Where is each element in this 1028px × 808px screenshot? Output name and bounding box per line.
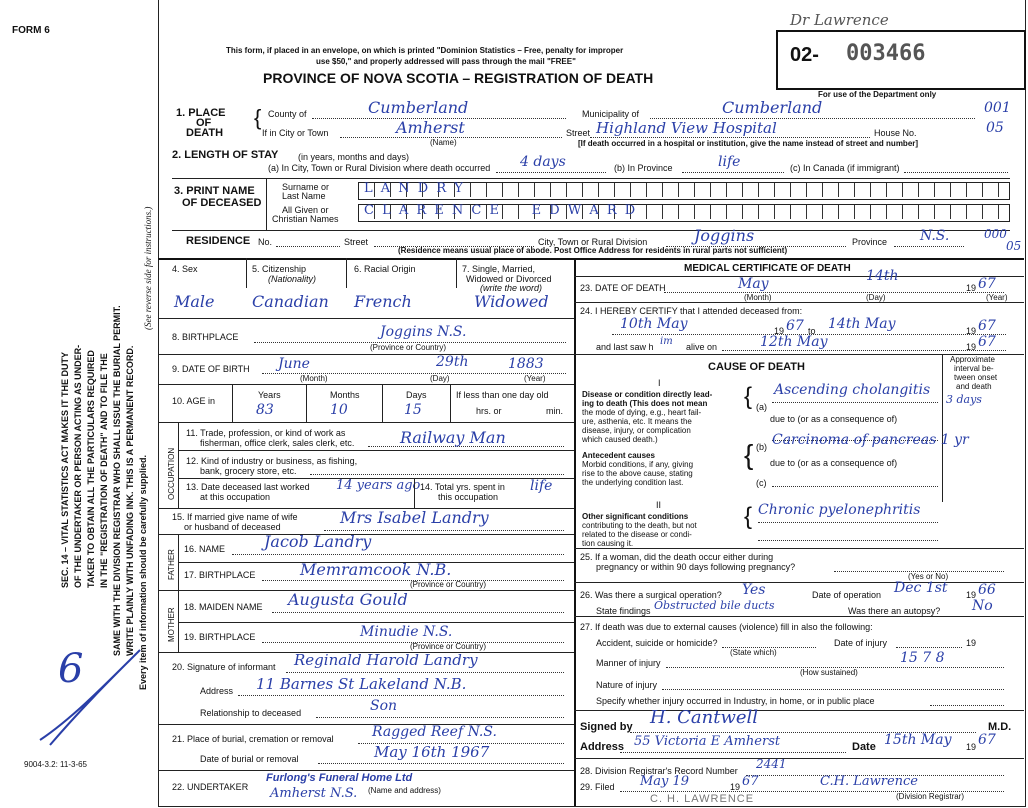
date-year: 67: [978, 732, 996, 748]
side-instruction-2: OF THE UNDERTAKER OR PERSON ACTING AS UNDER-: [73, 344, 83, 588]
birthplace-value: Joggins N.S.: [380, 324, 467, 340]
external-label: 27. If death was due to external causes (violence) fill in also the following:: [580, 622, 873, 632]
cause-a-value: Ascending cholangitis: [774, 382, 931, 398]
surgery-label: 26. Was there a surgical operation?: [580, 590, 722, 600]
address-label: Address: [580, 741, 625, 753]
dob-month: June: [278, 356, 310, 372]
dob-year-sub: (Year): [524, 374, 546, 383]
antecedent-4: the underlying condition last.: [582, 478, 684, 487]
years-label: Years: [258, 390, 281, 400]
stay-label: 2. LENGTH OF STAY: [172, 149, 279, 161]
disease-text-2: ing to death (This does not mean: [582, 399, 708, 408]
cause-b-label: (b): [756, 442, 767, 452]
months-label: Months: [330, 390, 360, 400]
place-code-2: 05: [986, 120, 1004, 136]
record-number-value: 2441: [756, 757, 787, 771]
father-name-label: 16. NAME: [184, 544, 226, 554]
to-year: 67: [978, 318, 996, 334]
age-days: 15: [404, 402, 422, 418]
residence-city-label: City, Town or Rural Division: [538, 237, 648, 247]
disease-text-1: Disease or condition directly lead-: [582, 390, 713, 399]
occ-13-label-1: 13. Date deceased last worked: [186, 482, 310, 492]
side-instruction-1: SEC. 14 – VITAL STATISTICS ACT MAKES IT THE DUTY: [60, 351, 70, 588]
disease-text-3: the mode of dying, e.g., heart fail-: [582, 408, 702, 417]
injury-date-label: Date of injury: [834, 638, 888, 648]
citizenship-value: Canadian: [252, 292, 329, 311]
certify-label: 24. I HEREBY CERTIFY that I attended deceased from:: [580, 306, 803, 316]
marital-label-3: (write the word): [480, 283, 543, 293]
occ-12-label-1: 12. Kind of industry or business, as fishing,: [186, 456, 358, 466]
informant-rel-label: Relationship to deceased: [200, 708, 302, 718]
informant-rel-value: Son: [370, 698, 398, 714]
house-label: House No.: [874, 128, 917, 138]
header-note-2: use $50," and properly addressed will pass through the mail "FREE": [316, 57, 576, 66]
md-label: M.D.: [988, 721, 1012, 733]
injury-year-prefix: 19: [966, 638, 977, 648]
father-bp-value: Memramcook N.B.: [300, 560, 452, 579]
undertaker-addr: Amherst N.S.: [270, 786, 358, 801]
specify-label: Specify whether injury occurred in Industry, in home, or in public place: [596, 696, 875, 706]
alive-on-value: 12th May: [760, 334, 828, 350]
occ-11-label-2: fisherman, office clerk, sales clerk, etc.: [200, 438, 355, 448]
accident-label: Accident, suicide or homicide?: [596, 638, 718, 648]
department-use-note: For use of the Department only: [818, 90, 937, 99]
other-cond-2: contributing to the death, but not: [582, 521, 697, 530]
alive-year-prefix: 19: [966, 342, 977, 352]
form-label: FORM 6: [12, 25, 50, 36]
surname-label-1: Surname or: [282, 182, 330, 192]
occ-11-value: Railway Man: [400, 428, 506, 447]
residence-label: RESIDENCE: [186, 235, 251, 247]
attended-to: 14th May: [828, 316, 896, 332]
marital-label-1: 7. Single, Married,: [462, 264, 536, 274]
residence-street-label: Street: [344, 237, 369, 247]
street-value: Highland View Hospital: [596, 119, 777, 137]
occ-14-label-2: this occupation: [438, 492, 499, 502]
interval-label-1: Approximate: [950, 355, 995, 364]
citizenship-label: 5. Citizenship: [252, 264, 307, 274]
side-instruction-5: SAME WITH THE DIVISION REGISTRAR WHO SHALL ISSUE THE BURIAL PERMIT.: [112, 305, 122, 656]
mother-bp-sub: (Province or Country): [410, 642, 487, 651]
hrs-label: hrs. or: [476, 406, 502, 416]
side-instruction-3: TAKER TO OBTAIN ALL THE PARTICULARS REQUIRED: [86, 350, 96, 588]
stay-b-value: life: [718, 154, 741, 170]
bottom-stamp: C. H. LAWRENCE: [650, 793, 755, 805]
county-value: Cumberland: [368, 98, 469, 117]
death-year-prefix: 19: [966, 283, 977, 293]
death-year: 67: [978, 276, 996, 292]
min-label: min.: [546, 406, 564, 416]
cause-c-label: (c): [756, 478, 767, 488]
findings-value: Obstructed bile ducts: [654, 599, 775, 612]
death-date-label: 23. DATE OF DEATH: [580, 283, 666, 293]
dob-day: 29th: [436, 354, 469, 370]
last-saw-him: im: [660, 336, 673, 347]
sex-value: Male: [174, 292, 215, 311]
top-signature: Dr Lawrence: [790, 11, 889, 29]
antecedent-1: Antecedent causes: [582, 451, 655, 460]
residence-code-1: 000: [984, 227, 1007, 241]
disease-text-4: ure, asthenia, etc. It means the: [582, 417, 692, 426]
father-bp-label: 17. BIRTHPLACE: [184, 570, 256, 580]
record-number-label: 28. Division Registrar's Record Number: [580, 766, 738, 776]
undertaker-sub: (Name and address): [368, 786, 441, 795]
birthplace-label: 8. BIRTHPLACE: [172, 332, 239, 342]
father-side-label: FATHER: [167, 549, 176, 580]
print-name-label-2: OF DECEASED: [182, 197, 262, 209]
death-month-sub: (Month): [744, 293, 772, 302]
date-value: 15th May: [884, 732, 952, 748]
occ-13-value: 14 years ago: [336, 478, 421, 493]
residence-city-value: Joggins: [694, 226, 755, 245]
place-code-1: 001: [984, 100, 1011, 116]
municipality-value: Cumberland: [722, 98, 823, 117]
from-year-prefix: 19: [774, 326, 785, 336]
spouse-value: Mrs Isabel Landry: [340, 508, 489, 527]
disease-text-6: which caused death.): [582, 435, 658, 444]
death-month: May: [738, 276, 769, 292]
antecedent-3: rise to the above cause, stating: [582, 469, 693, 478]
city-name-sub: (Name): [430, 138, 457, 147]
signed-by-label: Signed by: [580, 721, 633, 733]
dob-year: 1883: [508, 356, 544, 372]
municipality-label: Municipality of: [582, 109, 640, 119]
marital-value: Widowed: [474, 292, 549, 311]
stay-c-label: (c) In Canada (if immigrant): [790, 163, 900, 173]
interval-a-value: 3 days: [946, 393, 982, 406]
how-sustained: (How sustained): [800, 668, 858, 677]
antecedent-2: Morbid conditions, if any, giving: [582, 460, 694, 469]
occ-14-label-1: 14. Total yrs. spent in: [420, 482, 505, 492]
address-value: 55 Victoria E Amherst: [634, 734, 781, 749]
other-cond-1: Other significant conditions: [582, 512, 689, 521]
city-value: Amherst: [396, 118, 465, 137]
spouse-label-2: or husband of deceased: [184, 522, 281, 532]
place-label-1: 1. PLACE: [176, 107, 226, 119]
alive-year: 67: [978, 334, 996, 350]
signed-by-value: H. Cantwell: [650, 707, 759, 728]
pregnancy-yes-no: (Yes or No): [908, 572, 949, 581]
manner-label: Manner of injury: [596, 658, 661, 668]
side-instruction-4: IN THE "REGISTRATION OF DEATH" AND TO FILE THE: [99, 353, 109, 588]
occ-13-label-2: at this occupation: [200, 492, 271, 502]
findings-label: State findings: [596, 606, 651, 616]
alive-on-label: alive on: [686, 342, 718, 352]
spouse-label-1: 15. If married give name of wife: [172, 512, 298, 522]
stay-a-value: 4 days: [520, 154, 566, 170]
burial-date-value: May 16th 1967: [374, 743, 490, 761]
marital-label-2: Widowed or Divorced: [466, 274, 552, 284]
disease-text-5: disease, injury, or complication: [582, 426, 691, 435]
undertaker-stamp: Furlong's Funeral Home Ltd: [266, 772, 413, 784]
side-instruction-8: (See reverse side for instructions.): [143, 206, 153, 330]
mother-maiden-value: Augusta Gould: [288, 590, 408, 609]
op-date-value: Dec 1st: [894, 580, 948, 596]
other-cond-value: Chronic pyelonephritis: [758, 502, 921, 518]
stay-b-label: (b) In Province: [614, 163, 673, 173]
division-registrar: (Division Registrar): [896, 792, 965, 801]
to-label: to: [808, 326, 816, 336]
less-than-day-label: If less than one day old: [456, 390, 549, 400]
margin-mark: 6: [58, 646, 84, 692]
residence-note: (Residence means usual place of abode. Post Office Address for residents in rural parts not sufficient): [398, 246, 788, 255]
interval-label-3: tween onset: [954, 373, 998, 382]
racial-value: French: [354, 292, 412, 311]
death-day: 14th: [866, 268, 899, 284]
given-label-1: All Given or: [282, 205, 329, 215]
place-label-3: DEATH: [186, 127, 224, 139]
stay-a-label: (a) In City, Town or Rural Division where death occurred: [268, 163, 491, 173]
registration-number: 003466: [846, 41, 926, 66]
informant-sig-label: 20. Signature of informant: [172, 662, 276, 672]
mother-bp-label: 19. BIRTHPLACE: [184, 632, 256, 642]
to-year-prefix: 19: [966, 326, 977, 336]
father-bp-sub: (Province or Country): [410, 580, 487, 589]
city-label: If in City or Town: [262, 128, 329, 138]
from-year: 67: [786, 318, 804, 334]
cause-a-label: (a): [756, 402, 767, 412]
manner-code: 15 7 8: [900, 650, 945, 666]
father-name-value: Jacob Landry: [264, 532, 372, 551]
dob-label: 9. DATE OF BIRTH: [172, 364, 250, 374]
mother-bp-value: Minudie N.S.: [360, 624, 453, 640]
place-label-2: OF: [196, 117, 212, 129]
street-label: Street: [566, 128, 591, 138]
filed-year: 67: [742, 774, 759, 789]
given-value: C L A R E N C E E D W A R D: [364, 203, 638, 218]
burial-place-label: 21. Place of burial, cremation or removal: [172, 734, 334, 744]
birthplace-sub: (Province or Country): [370, 343, 447, 352]
autopsy-value: No: [972, 598, 993, 614]
side-instruction-6: WRITE PLAINLY WITH UNFADING INK. THIS IS A PERMANENT RECORD.: [125, 345, 135, 656]
age-months: 10: [330, 402, 348, 418]
mother-side-label: MOTHER: [167, 607, 176, 642]
burial-date-label: Date of burial or removal: [200, 754, 299, 764]
burial-place-value: Ragged Reef N.S.: [372, 724, 497, 740]
occ-12-label-2: bank, grocery store, etc.: [200, 466, 297, 476]
cause-title: CAUSE OF DEATH: [708, 361, 805, 373]
surgery-value: Yes: [742, 582, 766, 598]
informant-addr-value: 11 Barnes St Lakeland N.B.: [256, 675, 467, 693]
county-label: County of: [268, 109, 307, 119]
residence-province-value: N.S.: [920, 228, 950, 244]
given-label-2: Christian Names: [272, 214, 339, 224]
registration-prefix: 02-: [790, 44, 819, 66]
op-year-prefix: 19: [966, 590, 977, 600]
print-name-label-1: 3. PRINT NAME: [174, 185, 255, 197]
op-date-label: Date of operation: [812, 590, 882, 600]
due-to-label-1: due to (or as a consequence of): [770, 414, 898, 424]
last-saw-label: and last saw h: [596, 342, 654, 352]
side-instruction-7: Every item of information should be carefully supplied.: [138, 454, 148, 690]
roman-1: I: [658, 378, 661, 388]
surname-value: L A N D R Y: [364, 181, 465, 196]
attended-from: 10th May: [620, 316, 688, 332]
autopsy-label: Was there an autopsy?: [848, 606, 941, 616]
date-year-prefix: 19: [966, 742, 977, 752]
filed-value: May 19: [640, 774, 690, 789]
racial-label: 6. Racial Origin: [354, 264, 416, 274]
dob-month-sub: (Month): [300, 374, 328, 383]
death-year-sub: (Year): [986, 293, 1008, 302]
op-year: 66: [978, 582, 996, 598]
date-label: Date: [852, 741, 876, 753]
cause-b-value: Carcinoma of pancreas 1 yr: [772, 432, 969, 448]
occupation-side-label: OCCUPATION: [167, 447, 176, 500]
occ-11-label-1: 11. Trade, profession, or kind of work as: [186, 428, 346, 438]
margin-scribble-icon: [30, 640, 150, 750]
page-title: PROVINCE OF NOVA SCOTIA – REGISTRATION OF DEATH: [263, 70, 654, 86]
filed-label: 29. Filed: [580, 782, 615, 792]
state-which: (State which): [730, 648, 777, 657]
occ-14-value: life: [530, 478, 553, 494]
age-label: 10. AGE in: [172, 396, 216, 406]
undertaker-label: 22. UNDERTAKER: [172, 782, 249, 792]
citizenship-sub: (Nationality): [268, 274, 317, 284]
other-cond-3: related to the disease or condi-: [582, 530, 692, 539]
residence-no-label: No.: [258, 237, 273, 247]
header-note-1: This form, if placed in an envelope, on which is printed "Dominion Statistics – Free, penalty for improper: [226, 46, 624, 55]
pregnancy-label-2: pregnancy or within 90 days following pregnancy?: [596, 562, 796, 572]
medical-title: MEDICAL CERTIFICATE OF DEATH: [684, 263, 851, 274]
sex-label: 4. Sex: [172, 264, 198, 274]
age-years: 83: [256, 402, 274, 418]
nature-label: Nature of injury: [596, 680, 658, 690]
mother-maiden-label: 18. MAIDEN NAME: [184, 602, 263, 612]
hospital-note: [If death occurred in a hospital or institution, give the name instead of street and number]: [578, 139, 919, 148]
informant-addr-label: Address: [200, 686, 234, 696]
interval-label-4: and death: [956, 382, 992, 391]
residence-province-label: Province: [852, 237, 888, 247]
form-code: 9004-3.2: 11-3-65: [24, 760, 88, 769]
due-to-label-2: due to (or as a consequence of): [770, 458, 898, 468]
other-cond-4: tion causing it.: [582, 539, 634, 548]
residence-code-2: 05: [1006, 239, 1022, 253]
filed-year-prefix: 19: [730, 782, 741, 792]
stay-sub: (in years, months and days): [298, 152, 410, 162]
roman-2: II: [656, 500, 662, 510]
interval-label-2: interval be-: [954, 364, 994, 373]
informant-sig-value: Reginald Harold Landry: [294, 651, 478, 669]
registrar-signature: C.H. Lawrence: [820, 774, 918, 789]
days-label: Days: [406, 390, 427, 400]
pregnancy-label-1: 25. If a woman, did the death occur either during: [580, 552, 774, 562]
death-day-sub: (Day): [866, 293, 886, 302]
dob-day-sub: (Day): [430, 374, 450, 383]
surname-label-2: Last Name: [282, 191, 326, 201]
